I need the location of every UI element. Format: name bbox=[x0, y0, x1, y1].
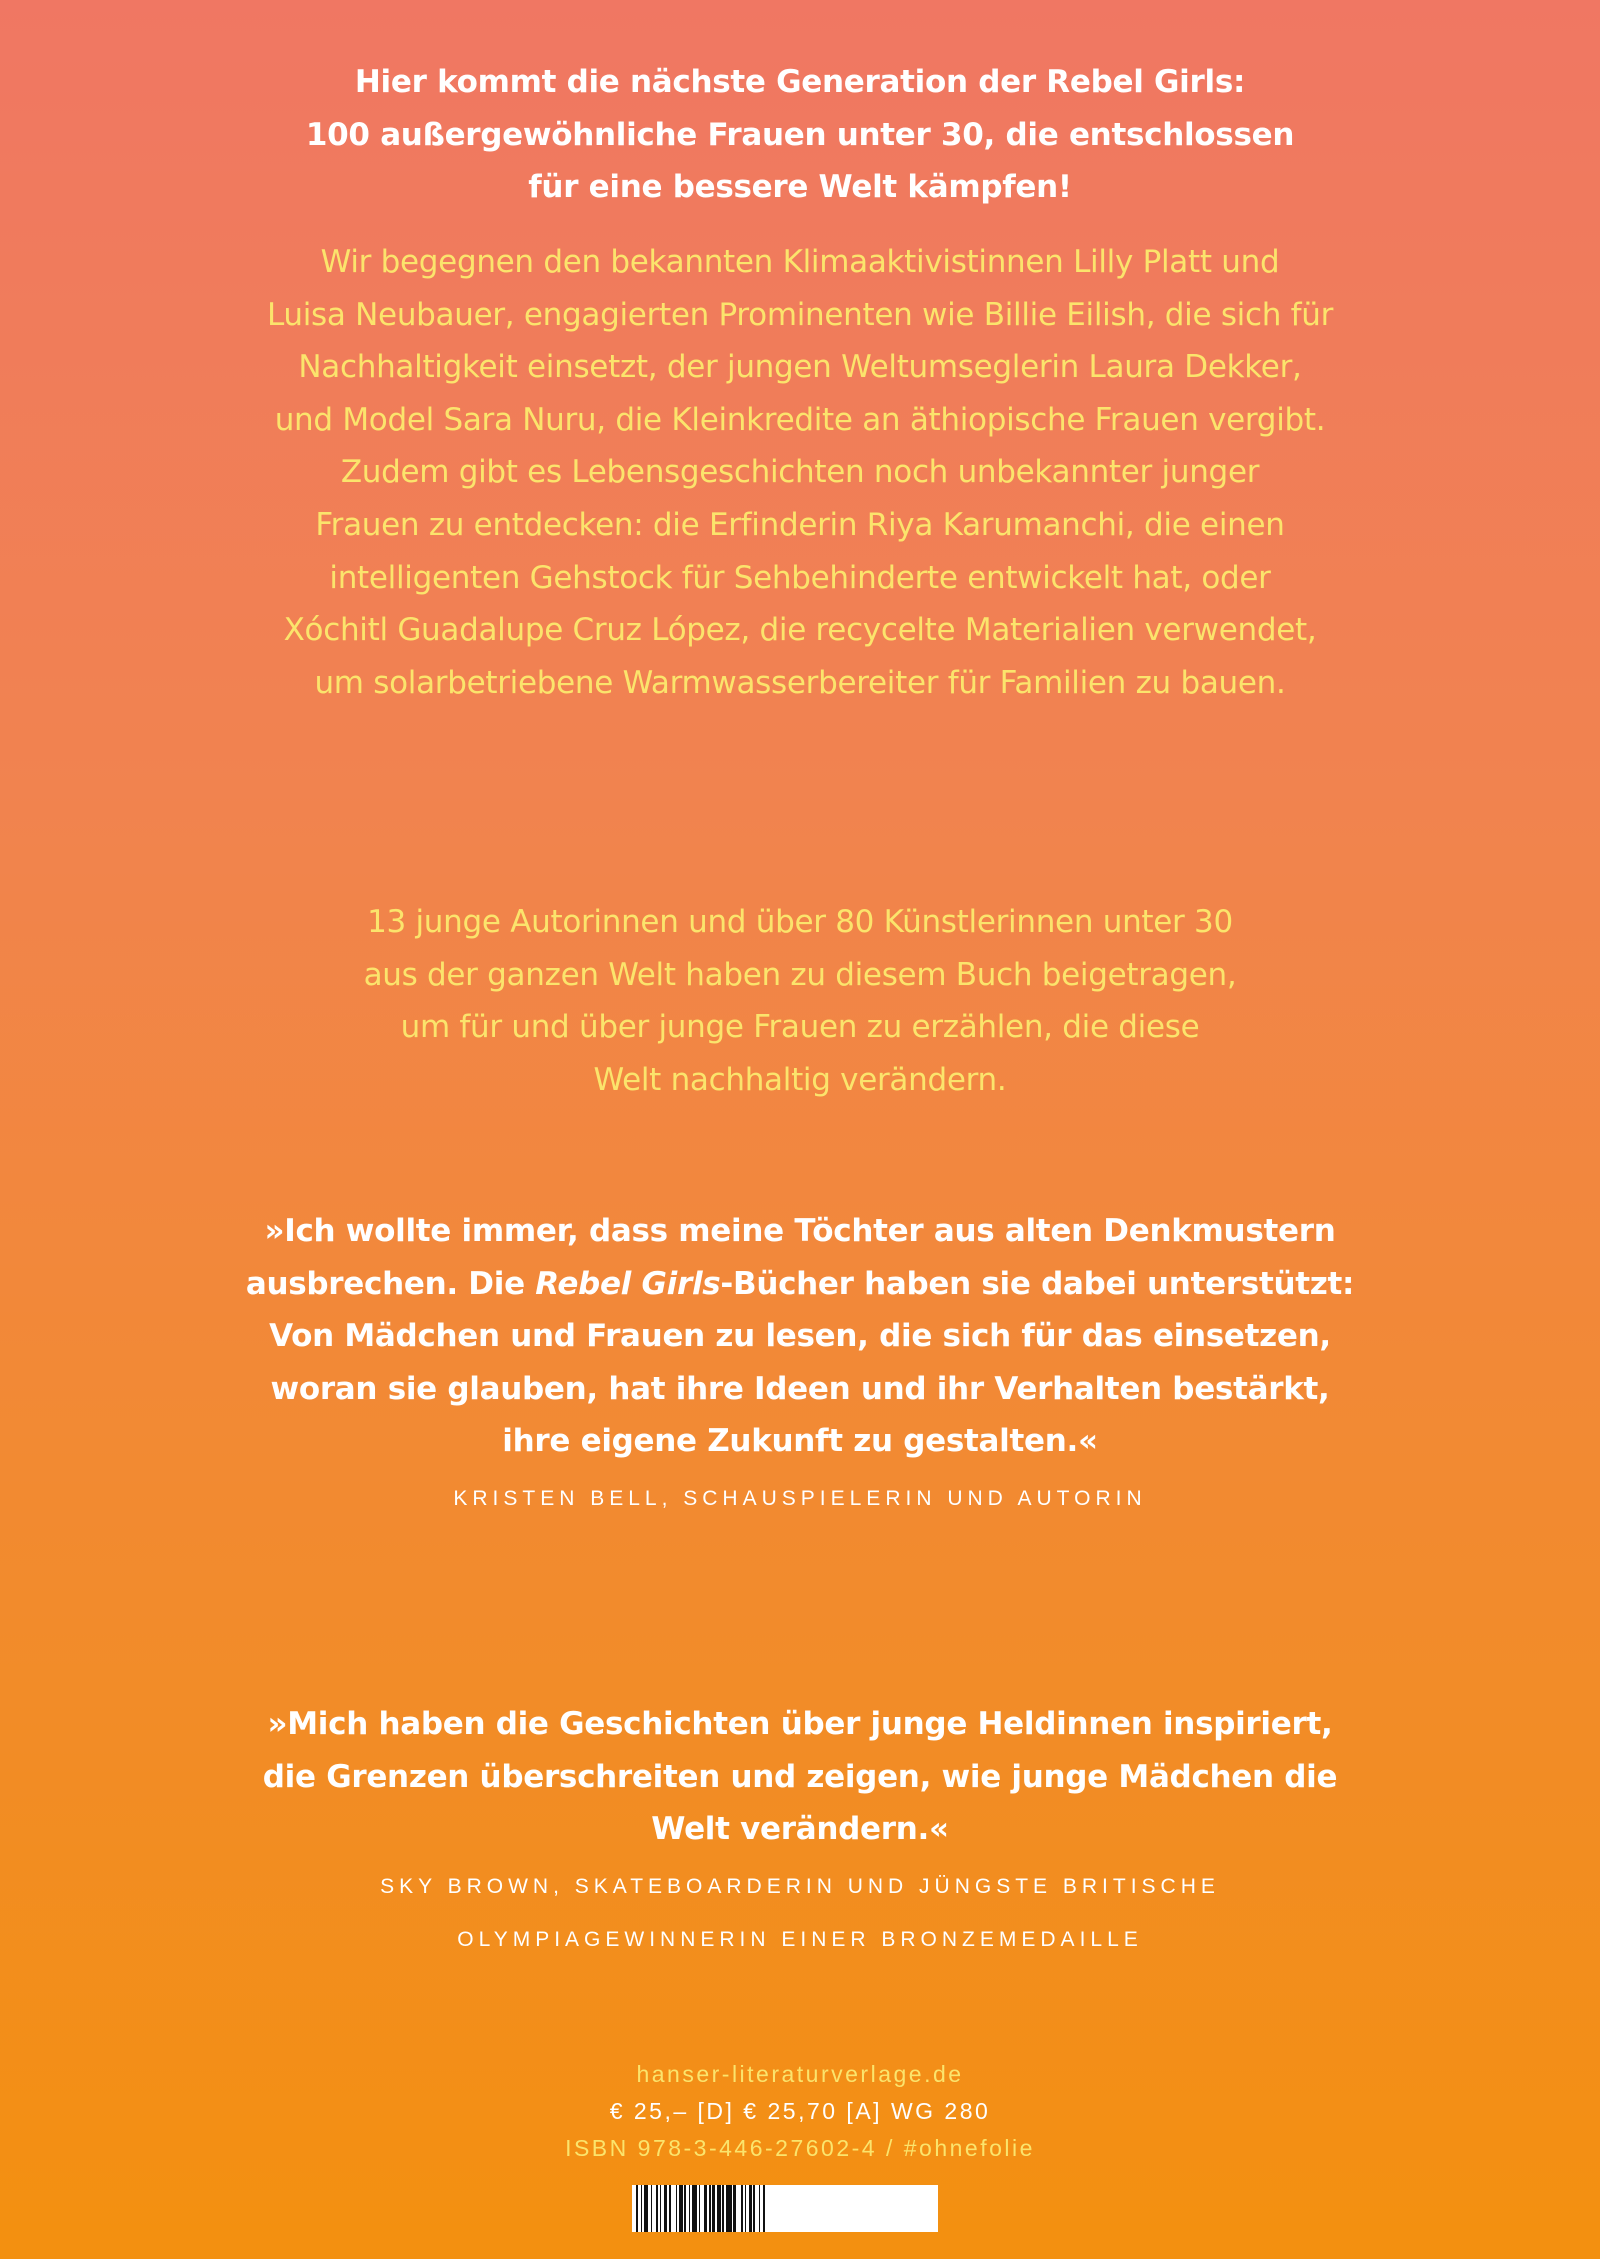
quote-line: Von Mädchen und Frauen zu lesen, die sich für das einsetzen, bbox=[269, 1318, 1331, 1355]
intro-line: für eine bessere Welt kämpfen! bbox=[528, 169, 1072, 206]
quote-line: die Grenzen überschreiten und zeigen, wie junge Mädchen die bbox=[262, 1758, 1338, 1795]
quote-line: »Mich haben die Geschichten über junge Heldinnen inspiriert, bbox=[267, 1706, 1333, 1742]
contributors-line: 13 junge Autorinnen und über 80 Künstlerinnen unter 30 bbox=[367, 904, 1233, 940]
quote-attribution: KRISTEN BELL, SCHAUSPIELERIN UND AUTORIN bbox=[453, 1486, 1147, 1510]
quote-attribution: OLYMPIAGEWINNERIN EINER BRONZEMEDAILLE bbox=[457, 1927, 1143, 1951]
description-paragraph bbox=[0, 236, 1600, 709]
quote-sky-brown bbox=[0, 1698, 1600, 1966]
publisher-website[interactable]: hanser-literaturverlage.de bbox=[636, 2061, 964, 2087]
price-info: € 25,– [D] € 25,70 [A] WG 280 bbox=[609, 2098, 991, 2124]
quote-line: Welt verändern.« bbox=[651, 1811, 949, 1848]
publisher-footer bbox=[0, 2056, 1600, 2167]
quote-line: woran sie glauben, hat ihre Ideen und ihr Verhalten bestärkt, bbox=[270, 1370, 1330, 1407]
description-line: Xóchitl Guadalupe Cruz López, die recycelte Materialien verwendet, bbox=[283, 612, 1317, 649]
quote-text: -Bücher haben sie dabei unterstützt: bbox=[720, 1265, 1355, 1302]
description-line: Frauen zu entdecken: die Erfinderin Riya Karumanchi, die einen bbox=[315, 506, 1285, 543]
description-line: Nachhaltigkeit einsetzt, der jungen Weltumseglerin Laura Dekker, bbox=[298, 349, 1302, 386]
quote-attribution: SKY BROWN, SKATEBOARDERIN UND JÜNGSTE BRITISCHE bbox=[380, 1874, 1220, 1898]
description-line: Luisa Neubauer, engagierten Prominenten wie Billie Eilish, die sich für bbox=[266, 296, 1334, 333]
description-line: Zudem gibt es Lebensgeschichten noch unbekannter junger bbox=[340, 454, 1260, 491]
quote-line: »Ich wollte immer, dass meine Töchter aus alten Denkmustern bbox=[264, 1213, 1336, 1249]
contributors-line: Welt nachhaltig verändern. bbox=[593, 1061, 1007, 1098]
barcode-stripe bbox=[765, 2185, 766, 2232]
isbn: ISBN 978-3-446-27602-4 / #ohnefolie bbox=[565, 2135, 1035, 2161]
contributors-line: um für und über junge Frauen zu erzählen, die diese bbox=[400, 1009, 1200, 1046]
contributors-paragraph bbox=[0, 896, 1600, 1106]
quote-line bbox=[0, 1258, 1600, 1311]
contributors-line: aus der ganzen Welt haben zu diesem Buch beigetragen, bbox=[363, 956, 1237, 993]
quote-line: ihre eigene Zukunft zu gestalten.« bbox=[502, 1423, 1098, 1460]
description-line: um solarbetriebene Warmwasserbereiter für Familien zu bauen. bbox=[314, 664, 1286, 701]
intro-line: 100 außergewöhnliche Frauen unter 30, die entschlossen bbox=[305, 116, 1295, 153]
intro-line: Hier kommt die nächste Generation der Rebel Girls: bbox=[354, 64, 1246, 100]
description-line: Wir begegnen den bekannten Klimaaktivistinnen Lilly Platt und bbox=[320, 244, 1280, 280]
description-line: intelligenten Gehstock für Sehbehinderte entwickelt hat, oder bbox=[329, 559, 1271, 596]
quote-text: ausbrechen. Die bbox=[245, 1265, 536, 1302]
intro-paragraph bbox=[0, 56, 1600, 214]
book-title: Rebel Girls bbox=[535, 1265, 721, 1302]
description-line: und Model Sara Nuru, die Kleinkredite an äthiopische Frauen vergibt. bbox=[274, 401, 1326, 438]
quote-kristen-bell bbox=[0, 1205, 1600, 1525]
barcode bbox=[632, 2185, 938, 2232]
